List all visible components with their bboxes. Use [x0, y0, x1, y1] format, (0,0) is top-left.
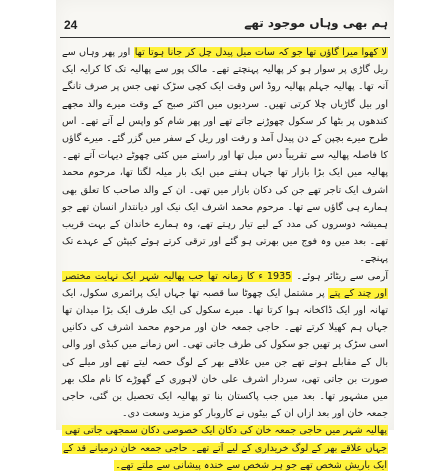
book-page — [56, 0, 394, 471]
running-title: ہم بھی وہاں موجود تھے — [244, 16, 388, 30]
page-body — [62, 44, 389, 471]
paragraph-3-text: جہاں علاقے بھر کے لوگ خریداری کے لیے آتے تھے۔ حاجی جمعہ خان درمیانے قد کے ایک باریش شخص تھے جو ہر شخص سے خندہ پیشانی سے ملتے تھے۔ — [63, 442, 387, 471]
paragraph-2 — [62, 268, 388, 423]
paragraph-2-highlight: 1935 ء کا زمانہ تھا جب پھالیہ شہر ایک نہایت مختصر اور چند کے پتے — [63, 270, 387, 299]
paragraph-1-highlight: لا کھوا میرا گاؤں تھا جو کہ سات میل پیدل چل کر جانا ہوتا تھا — [134, 47, 387, 58]
paragraph-1-text: اور پھر وہاں سے ریل گاڑی پر سوار ہو کر پھالیہ پہنچتے تھے۔ مالک پور سے پھالیہ تک کا کرایہ ایک آنہ تھا۔ پھالیہ جہلم پھالیہ روڈ اس وقت ایک کچی سڑک تھی جس پر صرف تانگے اور بیل گاڑیاں چلا کرتی تھیں۔ سردیوں میں اکثر صبح کے وقت میرے والد مجھے کندھوں پر بٹھا کر سکول چھوڑنے جاتے تھے اور پھر شام کو واپس لے آتے تھے۔ اس طرح میرے بچپن کے دن پیدل آمد و رفت اور ریل کے سفر میں گزر گئے۔ میرے گاؤں کا فاصلہ پھالیہ سے تقریباً دس میل تھا اور راستے میں کئی چھوٹے دیہات آتے تھے۔ پھالیہ میں ایک بڑا بازار تھا جہاں ہفتے میں ایک بار میلہ لگتا تھا، مرحوم محمد اشرف ایک تاجر تھے جن کی دکان بازار میں تھی۔ ان کے والد صاحب کا تعلق بھی ہمارے ہی گاؤں سے تھا۔ مرحوم محمد اشرف ایک نیک اور دیانتدار انسان تھے جو ہمیشہ دوسروں کی مدد کے لیے تیار رہتے تھے، وہ ہمارے خاندان کے بہت قریب تھے۔ بعد میں وہ فوج میں بھرتی ہو گئے اور ترقی کرتے ہوئے کیپٹن کے عہدے تک پہنچے۔ — [62, 47, 388, 265]
paragraph-3 — [62, 422, 388, 474]
page-header — [56, 16, 394, 38]
paragraph-3-lead: پھالیہ شہر میں حاجی جمعہ خان کی دکان ایک خصوصی دکان سمجھی جاتی تھی — [64, 425, 387, 437]
header-rule — [60, 37, 390, 38]
paragraph-2-lead: آرمی سے ریٹائر ہوئے۔ — [292, 270, 389, 282]
paragraph-1 — [62, 44, 388, 268]
paragraph-2-text: پر مشتمل ایک چھوٹا سا قصبہ تھا جہاں ایک پرائمری سکول، ایک تھانہ اور ایک ڈاکخانہ ہوا کرتا تھا۔ میرے سکول کی ایک طرف ایک بڑا میدان تھا جہاں ہم کھیلا کرتے تھے۔ حاجی جمعہ خان اور مرحوم محمد اشرف کی دکانیں اسی سڑک پر تھیں جو سکول کی طرف جاتی تھی۔ اس زمانے میں کبڈی اور والی بال کے مقابلے ہوتے تھے جن میں علاقے بھر کے لوگ حصہ لیتے تھے اور میلے کی صورت بن جاتی تھی، سردار اشرف علی خان لاہوری کے گھوڑے کا نام ملک بھر میں مشہور تھا۔ بعد میں جب پاکستان بنا تو پھالیہ ایک تحصیل بن گئی، حاجی جمعہ خان اور بعد ازاں ان کے بیٹوں نے کاروبار کو مزید وسعت دی۔ — [62, 287, 388, 420]
page-number: 24 — [64, 18, 78, 32]
